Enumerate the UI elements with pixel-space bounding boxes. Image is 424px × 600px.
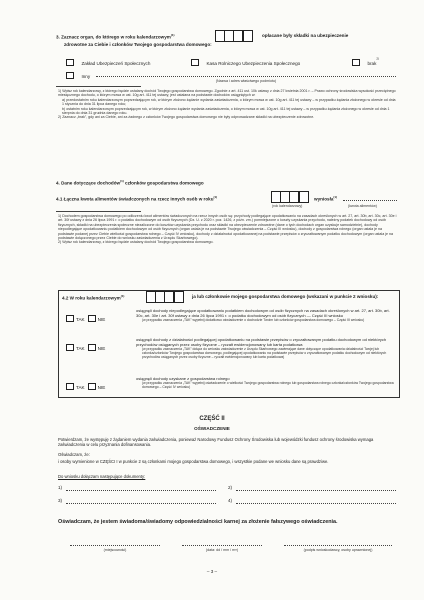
amount-caption: (kwota alimentów) bbox=[348, 204, 377, 208]
part2-paragraph-2: Oświadczam, że: bbox=[58, 452, 90, 457]
q42-item1: osiągnęli dochody niepodlegające opodatkowaniu podatkiem dochodowym od osób fizycznych na zasadach określonych w art. 27, art. 30b, art. 30c, art. 30e i art. 30f ustawy z dnia 26 lipca 1991 r. o podatku dochodowym od osób fizycznych — Część III wniosku (w przypadku zaznaczenia „TAK” wypełnij dodatkowo oświadczenie o dochodzie Twoim lub członków gospodarstwa domowego – Część III wniosku) bbox=[136, 308, 390, 322]
q42-item1-choice[interactable]: TAK NIE bbox=[66, 309, 105, 327]
footnotes-block-2 bbox=[58, 214, 398, 245]
attachment-3-input[interactable] bbox=[66, 503, 216, 504]
yes-checkbox[interactable] bbox=[66, 344, 74, 351]
q41-mid: wyniosła$^{(1)}$ bbox=[314, 195, 338, 202]
q42-item3-choice[interactable]: TAK NIE bbox=[66, 377, 105, 395]
footnote: 1) Dochodem gospodarstwa domowego po odliczeniu kwot alimentów świadczonych na rzecz innych osób są: przychody podlegające opodatkowaniu na zasadach określonych w art. 27, art. 30b, art. 30c, art. 30e i art. 30f ustawy z dnia 26 lipca 1991 r. o podatku dochodowym od osób fizycznych (Dz. U. z 2020 r. poz. 1426, z późn. zm.) pomniejszone o koszty uzyskania przychodu, należny podatek dochodowy od osób fizycznych, składki na ubezpieczenia społeczne niezaliczone do kosztów uzyskania przychodu oraz składki na ubezpieczenie zdrowotne (dane o tych dochodach organ uzyskuje samodzielnie), dochody niepodlegające opodatkowaniu podatkiem dochodowym od osób fizycznych (organ ustala je na podstawie Twojego oświadczenia – Część III wniosku), dochody z gospodarstwa rolnego (organ ustala je na podstawie podanej przez Ciebie wielkości gospodarstwa rolnego – Część IV wniosku), dochody z działalności opodatkowanej na podstawie przepisów o zryczałtowanym podatku dochodowym (organ ustala je na podstawie dołączonego przez Ciebie do wniosku zaświadczenia z Urzędu Skarbowego). bbox=[58, 214, 397, 241]
zus-checkbox[interactable] bbox=[66, 59, 74, 66]
krus-checkbox[interactable] bbox=[191, 59, 199, 66]
year-caption: (rok kalendarzowy) bbox=[272, 204, 303, 208]
other-input-line[interactable] bbox=[96, 76, 396, 77]
date-input[interactable] bbox=[182, 545, 262, 546]
year-digit-box[interactable] bbox=[174, 291, 184, 303]
attachment-4-label: 4) bbox=[228, 498, 233, 503]
part2-paragraph-3: i osoby wymienione w CZĘŚCI I w punkcie 2 są członkami mojego gospodarstwa domowego, i wszystkie podane we wniosku dane są prawdziwe. bbox=[58, 459, 329, 464]
attachments-label: Do wniosku dołączam następujące dokumenty: bbox=[58, 474, 146, 479]
year-digit-box[interactable] bbox=[299, 191, 309, 203]
signature-caption: (podpis wnioskodawcy, osoby uprawnionej) bbox=[303, 548, 373, 552]
q42-item2-choice[interactable]: TAK NIE bbox=[66, 338, 105, 356]
year-digit-box[interactable] bbox=[243, 30, 253, 42]
q3-option-krus[interactable]: Kasa Rolniczego Ubezpieczenia Społecznego bbox=[191, 53, 300, 71]
footnote-separator bbox=[56, 211, 141, 212]
place-input[interactable] bbox=[70, 545, 160, 546]
no-checkbox[interactable] bbox=[88, 383, 96, 390]
footnote: 2) Zaznacz „brak”, gdy ani za Ciebie, ani za żadnego z członków Twojego gospodarstwa domowego nie były odprowadzane składki na ubezpieczenie zdrowotne. bbox=[58, 115, 315, 120]
false-statement-declaration: Oświadczam, że jestem świadoma/świadomy odpowiedzialności karnej za złożenie fałszywego oświadczenia. bbox=[58, 519, 338, 525]
q41-label: 4.1 Łączna kwota alimentów świadczonych na rzecz innych osób w roku$^{(1)}$ bbox=[56, 195, 218, 202]
footnote: 1) Wpisz rok kalendarzowy, z którego będzie ustalany dochód Twojego gospodarstwa domowego. Zgodnie z art. 411 ust. 10k ustawy z dnia 27 kwietnia 2001 r. – Prawo ochrony środowiska wysokość przeciętnego miesięcznego dochodu, o którym mowa w ust. 10g art. 411 tej ustawy, jest ustalana na podstawie dochodów osiągniętych w: bbox=[58, 89, 396, 98]
q42-item3: osiągnęli dochody uzyskane z gospodarstwa rolnego (w przypadku zaznaczenia „TAK” wypełnij oświadczenie o wielkości Twojego gospodarstwa rolnego lub gospodarstwa rolnego członka/członków Twojego gospodarstwa domowego – Część IV wniosku) bbox=[136, 376, 394, 389]
none-checkbox[interactable] bbox=[352, 59, 360, 66]
footnote-separator bbox=[56, 86, 141, 87]
attachment-4-input[interactable] bbox=[236, 503, 396, 504]
q3-label: 3. Zaznacz organ, do którego w roku kalendarzowym$^{(1)}$ bbox=[56, 33, 175, 40]
q42-title: 4.2 W roku kalendarzowym$^{(1)}$ bbox=[62, 294, 125, 301]
q3-option-zus[interactable]: Zakład Ubezpieczeń Społecznych bbox=[66, 53, 150, 71]
q42-item2: osiągnęli dochody z działalności podlegającej opodatkowaniu na podstawie przepisów o zryczałtowanym podatku dochodowym od niektórych przychodów osiąganych przez osoby fizyczne – ryczałt ewidencjonowany lub karta podatkowa (w przypadku zaznaczenia „TAK” dołącz do wniosku zaświadczenie z Urzędu Skarbowego zawierające dane dotyczące opodatkowania działalności Twojej lub członka/członków Twojego gospodarstwa domowego, podlegającej opodatkowaniu na podstawie przepisów o zryczałtowanym podatku dochodowym od niektórych przychodów osiąganych przez osoby fizyczne – ryczałt ewidencjonowany lub karta podatkowa) bbox=[136, 337, 387, 359]
attachment-2-label: 2) bbox=[228, 485, 233, 490]
q3-label-line2: zdrowotne za Ciebie i członków Twojego gospodarstwa domowego: bbox=[64, 42, 212, 47]
q4-title: 4. Dane dotyczące dochodów$^{(1)}$ członków gospodarstwa domowego bbox=[56, 179, 204, 186]
attachment-1-input[interactable] bbox=[66, 490, 216, 491]
yes-checkbox[interactable] bbox=[66, 383, 74, 390]
other-checkbox[interactable] bbox=[66, 72, 74, 79]
part2-paragraph-1: Potwierdzam, że występuję z żądaniem wydania zaświadczenia, ponieważ Narodowy Fundusz Ochrony Środowiska lub wojewódzki fundusz ochrony środowiska wymaga zaświadczenia w celu przyznania dofinansowania. bbox=[58, 437, 374, 448]
footnotes-block-1 bbox=[58, 89, 398, 120]
q3-year-boxes[interactable] bbox=[215, 29, 252, 47]
part2-subtitle: OŚWIADCZENIE bbox=[194, 426, 230, 431]
part2-title: CZĘŚĆ II bbox=[199, 416, 225, 422]
yes-checkbox[interactable] bbox=[66, 315, 74, 322]
signature-input[interactable] bbox=[284, 545, 392, 546]
footnote: 2) Wpisz rok kalendarzowy, z którego będzie ustalany dochód Twojego gospodarstwa domowego. bbox=[58, 240, 214, 245]
q3-option-other[interactable]: Inny bbox=[66, 66, 396, 84]
q3-label-after: opłacane były składki na ubezpieczenie bbox=[262, 33, 349, 38]
q42-year-boxes[interactable] bbox=[146, 290, 183, 308]
alimony-amount-input[interactable] bbox=[343, 200, 397, 201]
page-number: – 3 – bbox=[206, 569, 218, 574]
no-checkbox[interactable] bbox=[88, 315, 96, 322]
attachment-3-label: 3) bbox=[58, 498, 63, 503]
q3-option-none[interactable]: brak$^{2)}$ bbox=[352, 53, 379, 71]
place-caption: (miejscowość) bbox=[103, 548, 127, 552]
attachment-1-label: 1) bbox=[58, 485, 63, 490]
other-caption: (Nazwa i adres właściwego podmiotu) bbox=[215, 79, 277, 83]
attachment-2-input[interactable] bbox=[236, 490, 396, 491]
no-checkbox[interactable] bbox=[88, 344, 96, 351]
q42-title-after: ja lub członkowie mojego gospodarstwa domowego (wskazani w punkcie 2 wniosku): bbox=[192, 294, 379, 299]
footnote: a) przedostatnim roku kalendarzowym poprzedzającym rok, w którym złożono żądanie wydania zaświadczenia, o którym mowa w ust. 10g art. 411 tej ustawy – w przypadku żądania złożonego w okresie od dnia 1 stycznia do dnia 31 lipca danego roku; bbox=[62, 97, 396, 107]
date-caption: (data: dd / mm / rrrr) bbox=[205, 548, 239, 552]
footnote: b) ostatnim roku kalendarzowym poprzedzającym rok, w którym złożono żądanie wydania zaświadczenia, o którym mowa w ust. 10g art. 411 tej ustawy – w przypadku żądania złożonego w okresie od dnia 1 sierpnia do dnia 31 grudnia danego roku. bbox=[62, 106, 390, 116]
